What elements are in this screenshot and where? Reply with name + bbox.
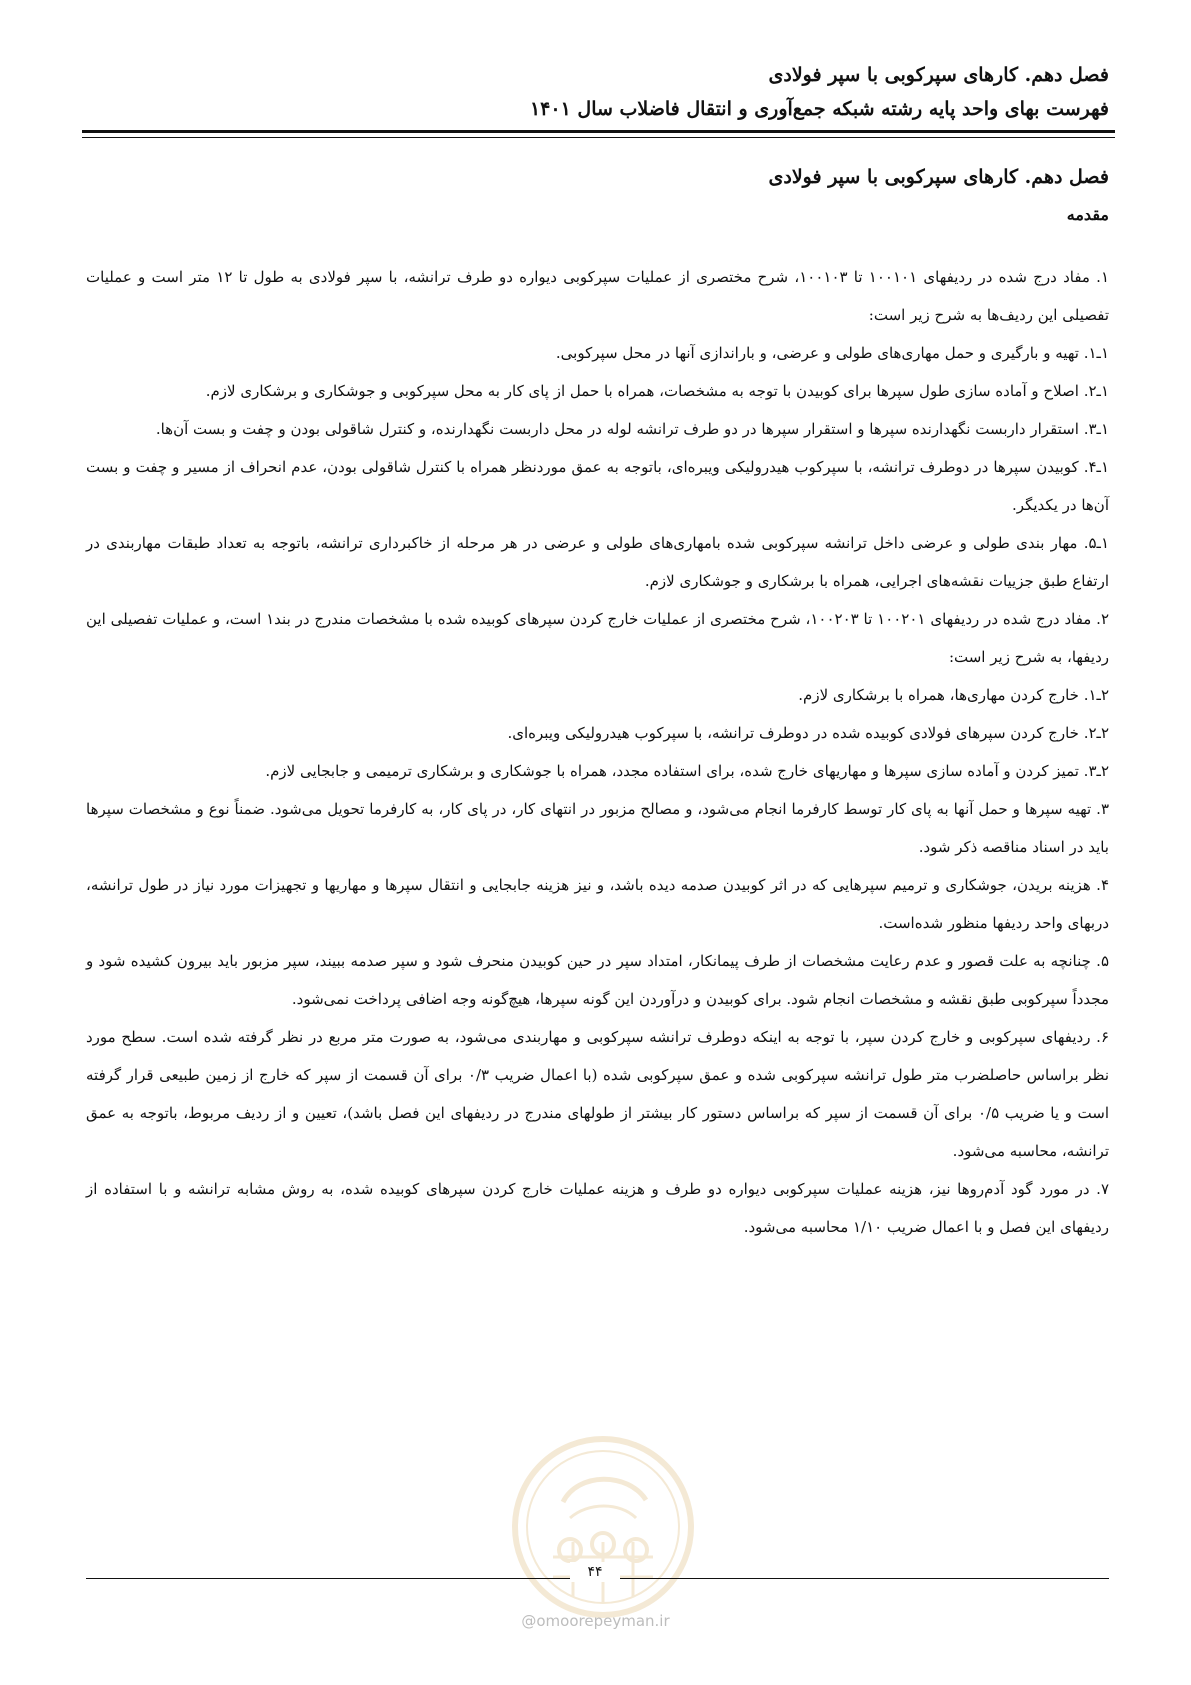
omoorepeyman-seal-icon — [508, 1432, 698, 1622]
paragraph-3: ۳. تهیه سپرها و حمل آنها به پای کار توسط کارفرما انجام می‌شود، و مصالح مزبور در انتهای کار، در پای کار، به کارفرما تحویل می‌شود. ضمناً نوع و مشخصات سپرها باید در اسناد مناقصه ذکر شود. — [86, 800, 1109, 856]
paragraph-2: ۲. مفاد درج شده در ردیفهای ۱۰۰۲۰۱ تا ۱۰۰۲۰۳، شرح مختصری از عملیات خارج کردن سپرهای کوبیده شده با مشخصات مندرج در بند۱ است، و عملیات تفصیلی این ردیفها، به شرح زیر است: — [86, 610, 1109, 666]
paragraph-1-2: ۱ـ۲. اصلاح و آماده سازی طول سپرها برای کوبیدن با توجه به مشخصات، همراه با حمل از پای کار به محل سپرکوبی و جوشکاری و برشکاری لازم. — [205, 382, 1109, 400]
paragraph-6: ۶. ردیفهای سپرکوبی و خارج کردن سپر، با توجه به اینکه دوطرف ترانشه سپرکوبی و مهاربندی می‌شود، به صورت متر مربع در نظر گرفته شده است. سطح مورد نظر براساس حاصلضرب متر طول ترانشه سپرکوبی شده و عمق سپرکوبی شده (با اعمال ضریب ۰/۳ برای آن قسمت از سپر که خارج از زمین طبیعی قرار گرفته است و یا ضریب ۰/۵ برای آن قسمت از سپر که براساس دستور کار بیشتر از طولهای مندرج در ردیفهای این فصل باشد)، تعیین و از ردیف مربوط، باتوجه به عمق ترانشه، محاسبه می‌شود. — [86, 1028, 1110, 1160]
page-header — [86, 58, 1109, 126]
section-title: فصل دهم. کارهای سپرکوبی با سپر فولادی — [768, 166, 1109, 188]
paragraph-7: ۷. در مورد گود آدم‌روها نیز، هزینه عملیات سپرکوبی دیواره دو طرف و هزینه عملیات خارج کردن سپرهای کوبیده شده، به روش مشابه ترانشه و با استفاده از ردیفهای این فصل و با اعمال ضریب ۱/۱۰ محاسبه می‌شود. — [86, 1180, 1109, 1236]
paragraph-1-5: ۱ـ۵. مهار بندی طولی و عرضی داخل ترانشه سپرکوبی شده بامهاری‌های طولی و عرضی در هر مرحله از خاکبرداری ترانشه، باتوجه به تعداد طبقات مهاربندی در ارتفاع طبق جزییات نقشه‌های اجرایی، همراه با برشکاری و جوشکاری لازم. — [86, 534, 1109, 590]
page-number: ۴۴ — [570, 1562, 620, 1582]
paragraph-1-3: ۱ـ۳. استقرار داربست نگهدارنده سپرها و استقرار سپرها در دو طرف ترانشه لوله در محل داربست نگهدارنده، و کنترل شاقولی بودن و چفت و بست آن‌ها. — [155, 420, 1109, 438]
paragraph-1-4: ۱ـ۴. کوبیدن سپرها در دوطرف ترانشه، با سپرکوب هیدرولیکی ویبره‌ای، باتوجه به عمق موردنظر همراه با کنترل شاقولی بودن، عدم انحراف از مسیر و چفت و بست آن‌ها در یکدیگر. — [86, 458, 1109, 514]
section-subtitle: مقدمه — [1066, 205, 1109, 224]
header-chapter-title: فصل دهم. کارهای سپرکوبی با سپر فولادی — [768, 64, 1109, 86]
paragraph-2-3: ۲ـ۳. تمیز کردن و آماده سازی سپرها و مهاریهای خارج شده، برای استفاده مجدد، همراه با جوشکاری و برشکاری ترمیمی و جابجایی لازم. — [265, 762, 1109, 780]
header-rule-thick — [82, 130, 1115, 133]
paragraph-1: ۱. مفاد درج شده در ردیفهای ۱۰۰۱۰۱ تا ۱۰۰۱۰۳، شرح مختصری از عملیات سپرکوبی دیواره دو طرف ترانشه، با سپر فولادی به طول تا ۱۲ متر است و عملیات تفصیلی این ردیف‌ها به شرح زیر است: — [86, 268, 1110, 324]
paragraph-1-1: ۱ـ۱. تهیه و بارگیری و حمل مهاری‌های طولی و عرضی، و باراندازی آنها در محل سپرکوبی. — [555, 344, 1109, 362]
website-url: @omoorepeyman.ir — [521, 1612, 670, 1630]
paragraph-5: ۵. چنانچه به علت قصور و عدم رعایت مشخصات از طرف پیمانکار، امتداد سپر در حین کوبیدن منحرف شود و سپر صدمه ببیند، سپر مزبور باید بیرون کشیده شود و مجدداً سپرکوبی طبق نقشه و مشخصات انجام شود. برای کوبیدن و درآوردن این گونه سپرها، هیچ‌گونه وجه اضافی پرداخت نمی‌شود. — [86, 952, 1109, 1008]
paragraph-2-1: ۲ـ۱. خارج کردن مهاری‌ها، همراه با برشکاری لازم. — [798, 686, 1109, 704]
header-document-title: فهرست بهای واحد پایه رشته شبکه جمع‌آوری و انتقال فاضلاب سال ۱۴۰۱ — [529, 98, 1109, 120]
paragraph-4: ۴. هزینه بریدن، جوشکاری و ترمیم سپرهایی که در اثر کوبیدن صدمه دیده باشد، و نیز هزینه جابجایی و انتقال سپرها و مهاریها و تجهیزات مورد نیاز در طول ترانشه، دربهای واحد ردیفها منظور شده‌است. — [86, 876, 1109, 932]
header-rule-thin — [82, 137, 1115, 138]
body-text — [86, 258, 1109, 1246]
paragraph-2-2: ۲ـ۲. خارج کردن سپرهای فولادی کوبیده شده در دوطرف ترانشه، با سپرکوب هیدرولیکی ویبره‌ای. — [507, 724, 1109, 742]
